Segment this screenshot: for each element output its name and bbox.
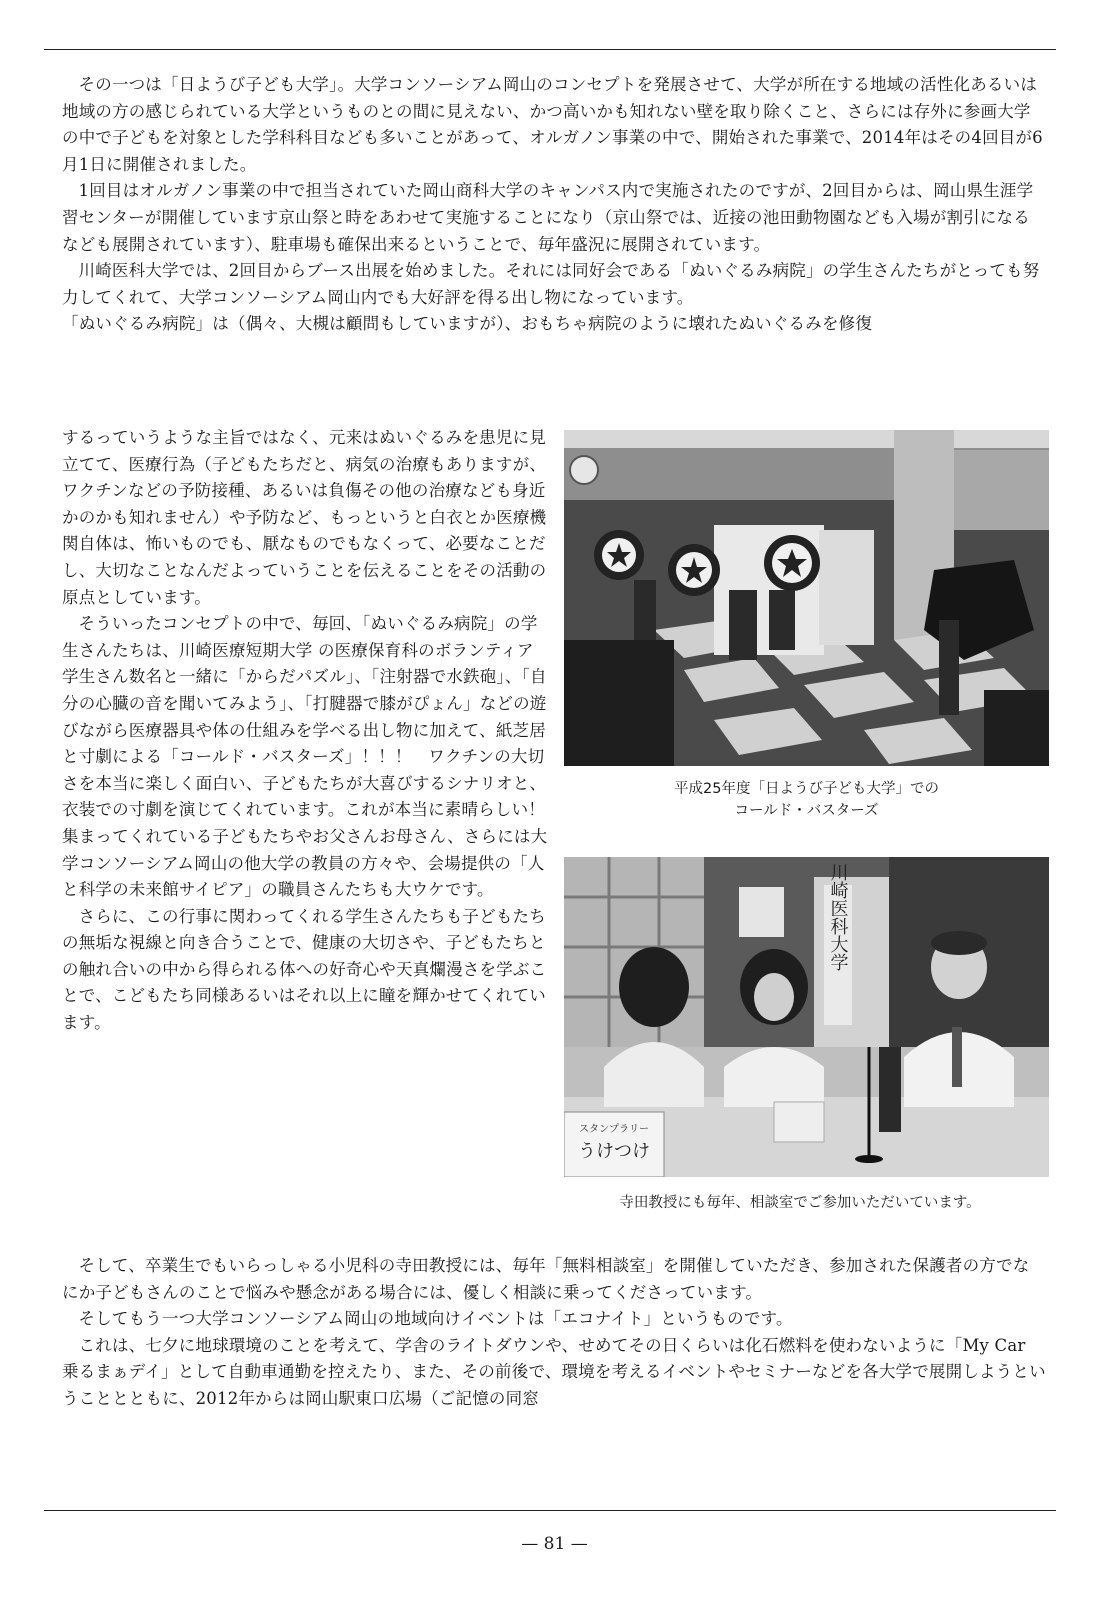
figure2-caption: 寺田教授にも毎年、相談室でご参加いただいています。 — [619, 1195, 981, 1211]
paragraph: するっていうような主旨ではなく、元来はぬいぐるみを患児に見立てて、医療行為（子どもたちだと、病気の治療もありますが、ワクチンなどの予防接種、あるいは負傷その他の治療なども身近かのかも知れません）や予防など、もっというと白衣とか医療機関自体は、怖いものでも、厭なものでもなくって、必要なことだし、大切なことなんだよっていうことを伝えることをその活動の原点としています。 — [62, 428, 547, 607]
stamp-rally-sign-label: スタンプラリー — [579, 1124, 649, 1135]
paragraph: 川崎医科大学では、2回目からブース出展を始めました。それには同好会である「ぬいぐるみ病院」の学生さんたちがとっても努力してくれて、大学コンソーシアム岡山内でも大好評を得る出し物になっています。 — [62, 261, 1040, 307]
caption-line: 平成25年度「日ようび子ども大学」での — [674, 781, 939, 797]
figure1-caption — [564, 778, 1049, 822]
paragraph: 1回目はオルガノン事業の中で担当されていた岡山商科大学のキャンパス内で実施されたのですが、2回目からは、岡山県生涯学習センターが開催しています京山祭と時をあわせて実施することになり（京山祭では、近接の池田動物園なども入場が割引になるなども展開されています）、駐車場も確保出来るということで、毎年盛況に展開されています。 — [62, 181, 1034, 254]
consultation-booth-photo — [564, 857, 1049, 1177]
paragraph: 「ぬいぐるみ病院」は（偶々、大槻は顧問もしていますが）、おもちゃ病院のように壊れたぬいぐるみを修復 — [62, 314, 873, 334]
bottom-rule — [44, 1510, 1056, 1511]
paragraph: これは、七夕に地球環境のことを考えて、学舎のライトダウンや、せめてその日くらいは化石燃料を使わないように「My Car 乗るまぁデイ」として自動車通勤を控えたり、また、その前後で、環境を考えるイベントやセミナーなどを各大学で展開しようということとともに、2012年からは岡山駅東口広場（ご記憶の同窓 — [62, 1335, 1046, 1408]
page-number: — 81 — — [521, 1534, 588, 1554]
reception-sign-label: うけつけ — [578, 1141, 650, 1162]
left-text-column — [62, 425, 550, 1037]
banner-text: 川崎医科大学 — [827, 863, 849, 971]
bottom-text-block — [62, 1253, 1046, 1413]
caption-line: コールド・バスターズ — [734, 803, 879, 819]
top-rule — [44, 49, 1056, 50]
cold-busters-photo — [564, 430, 1049, 766]
paragraph: さらに、この行事に関わってくれる学生さんたちも子どもたちの無垢な視線と向き合うことで、健康の大切さや、子どもたちとの触れ合いの中から得られる体への好奇心や天真爛漫さを学ぶことで、こどもたち同様あるいはそれ以上に瞳を輝かせてくれています。 — [62, 906, 547, 1033]
paragraph: そして、卒業生でもいらっしゃる小児科の寺田教授には、毎年「無料相談室」を開催していただき、参加された保護者の方でなにか子どもさんのことで悩みや懸念がある場合には、優しく相談に乗ってくださっています。 — [62, 1256, 1030, 1302]
paragraph: そういったコンセプトの中で、毎回、「ぬいぐるみ病院」の学生さんたちは、川崎医療短期大学 の医療保育科のボランティア学生さん数名と一緒に「からだパズル」、「注射器で水鉄砲」、「自分の心臓の音を聞いてみよう」、「打腱器で膝がぴょん」などの遊びながら医療器具や体の仕組みを学べる出し物に加えて、紙芝居と寸劇による「コールド・バスターズ」！！！ ワクチンの大切さを本当に楽しく面白い、子どもたちが大喜びするシナリオと、衣装での寸劇を演じてくれています。これが本当に素晴らしい！集まってくれている子どもたちやお父さんお母さん、さらには大学コンソーシアム岡山の他大学の教員の方々や、会場提供の「人と科学の未来館サイピア」の職員さんたちも大ウケです。 — [62, 614, 548, 900]
paragraph: そしてもう一つ大学コンソーシアム岡山の地域向けイベントは「エコナイト」というものです。 — [78, 1309, 793, 1329]
paragraph: その一つは「日ようび子ども大学」。大学コンソーシアム岡山のコンセプトを発展させて、大学が所在する地域の活性化あるいは地域の方の感じられている大学というものとの間に見えない、かつ高いかも知れない壁を取り除くこと、さらには存外に参画大学の中で子どもを対象とした学科科目なども多いことがあって、オルガノン事業の中で、開始された事業で、2014年はその4回目が6月1日に開催されました。 — [62, 75, 1043, 174]
top-text-block — [62, 72, 1046, 338]
